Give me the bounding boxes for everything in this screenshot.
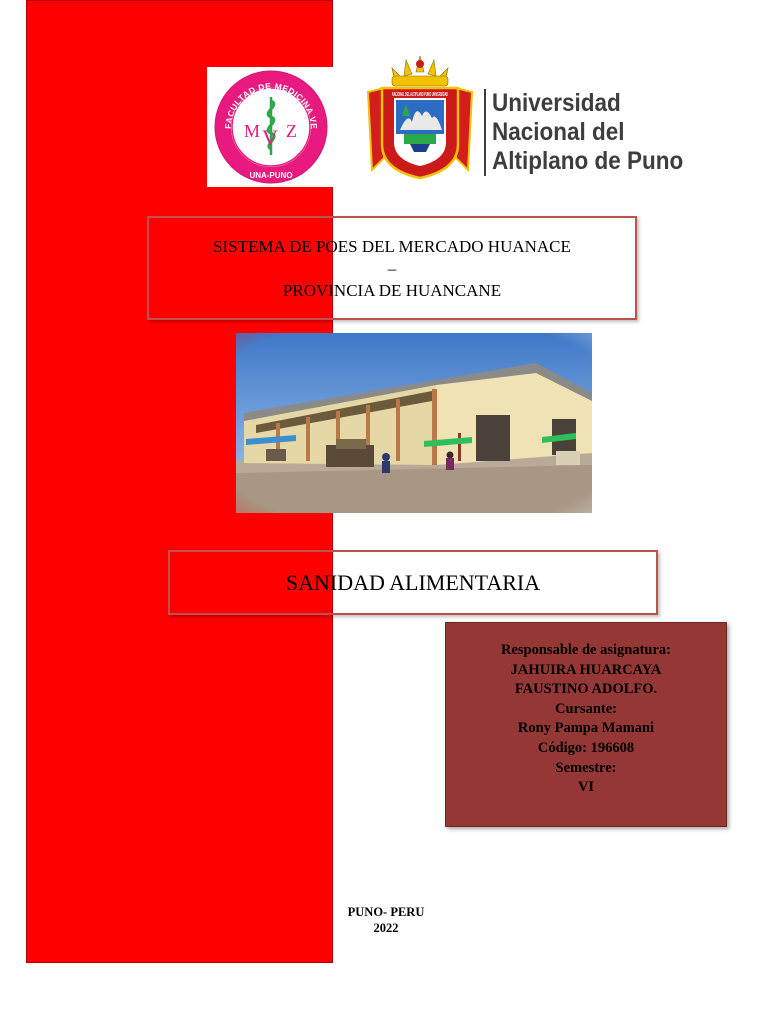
- student-label: Cursante:: [554, 700, 618, 717]
- faculty-bottom-text: UNA-PUNO: [249, 171, 293, 180]
- title-line-3: PROVINCIA DE HUANCANE: [282, 281, 502, 300]
- market-photo-image: [236, 333, 592, 513]
- faculty-seal-logo: [207, 67, 335, 187]
- title-line-1: SISTEMA DE POES DEL MERCADO HUANACE: [213, 237, 571, 256]
- responsible-name-2: FAUSTINO ADOLFO.: [514, 681, 658, 698]
- responsible-label: Responsable de asignatura:: [501, 642, 671, 658]
- crest-band-text: NACIONAL DEL ALTIPLANO PUNO UNIVERSIDAD: [392, 92, 449, 98]
- faculty-seal-icon: [207, 67, 335, 187]
- university-crest-logo: [362, 52, 478, 182]
- faculty-letter-m: M: [244, 121, 261, 141]
- university-name-line-2: Nacional del: [492, 118, 625, 146]
- document-title-box: [147, 216, 637, 320]
- market-photo: [236, 333, 592, 513]
- info-box: [445, 622, 727, 827]
- university-name: [484, 89, 732, 176]
- title-line-2: –: [387, 259, 397, 278]
- university-name-line-1: Universidad: [492, 89, 621, 117]
- footer-place: PUNO- PERU: [347, 905, 425, 919]
- footer-year: 2022: [373, 921, 399, 935]
- student-code: Código: 196608: [537, 739, 635, 756]
- faculty-ring-text: FACULTAD DE MEDICINA VE: [222, 80, 320, 130]
- university-name-line-3: Altiplano de Puno: [492, 147, 684, 175]
- faculty-letter-v: V: [262, 125, 278, 150]
- faculty-letter-z: Z: [286, 121, 297, 141]
- course-title: SANIDAD ALIMENTARIA: [285, 570, 541, 595]
- semester-label: Semestre:: [555, 759, 617, 776]
- semester-value: VI: [577, 779, 595, 796]
- footer: [330, 904, 442, 936]
- course-title-box: [168, 550, 658, 615]
- university-crest-icon: [362, 52, 478, 182]
- responsible-name-1: JAHUIRA HUARCAYA: [510, 661, 662, 678]
- student-name: Rony Pampa Mamani: [517, 720, 655, 737]
